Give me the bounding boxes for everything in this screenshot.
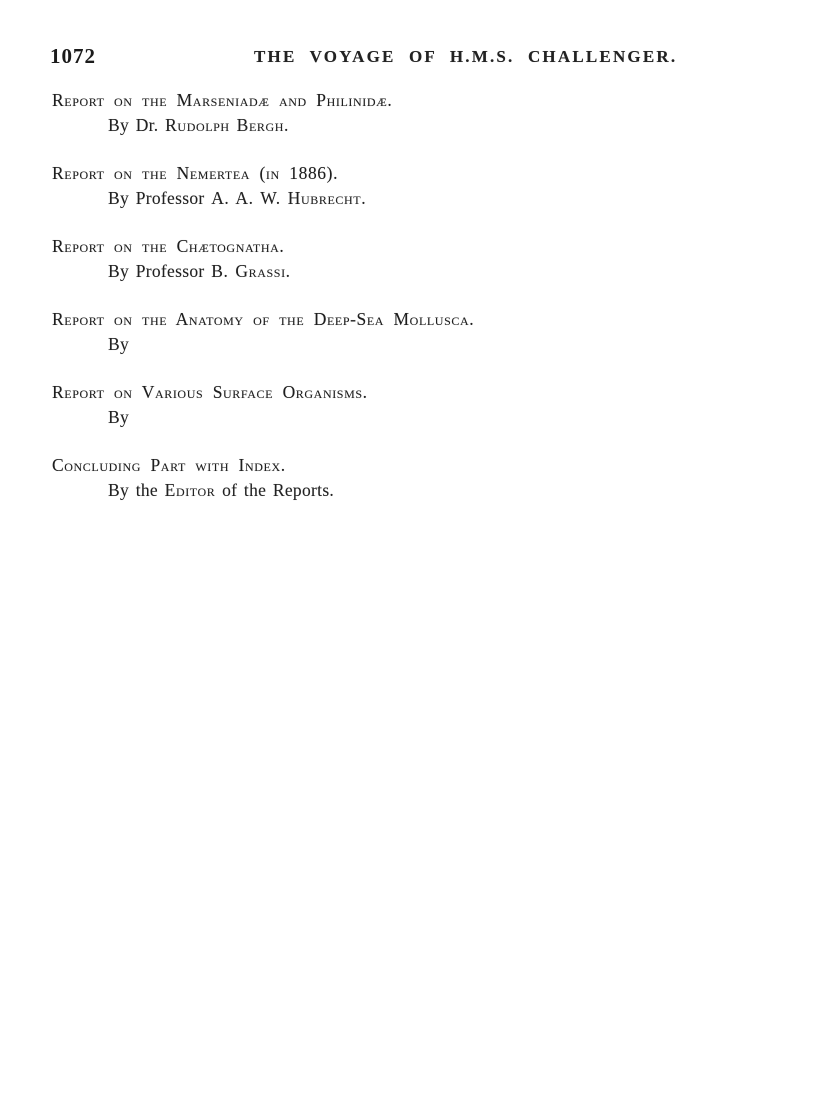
entry-title: Report on the Nemertea (in 1886). bbox=[52, 163, 339, 183]
byline-prefix: By bbox=[108, 334, 130, 354]
byline-prefix: By Professor bbox=[108, 261, 212, 281]
byline-suffix: . bbox=[284, 115, 289, 135]
entry-byline bbox=[52, 115, 795, 136]
byline-suffix: . bbox=[285, 261, 291, 281]
report-list bbox=[52, 90, 795, 528]
byline-prefix: By Professor bbox=[108, 188, 212, 208]
byline-prefix: By Dr. bbox=[108, 115, 166, 135]
entry-byline bbox=[52, 334, 795, 355]
byline-suffix: of the Reports. bbox=[215, 480, 335, 500]
byline-name: Rudolph Bergh bbox=[165, 115, 285, 135]
byline-prefix: By the bbox=[108, 480, 165, 500]
byline-suffix: . bbox=[361, 188, 366, 208]
entry-title: Report on the Anatomy of the Deep-Sea Mollusca. bbox=[52, 309, 475, 329]
report-entry bbox=[52, 309, 795, 355]
report-entry bbox=[52, 90, 795, 136]
entry-title: Report on the Chætognatha. bbox=[52, 236, 285, 256]
report-entry bbox=[52, 455, 795, 501]
entry-byline bbox=[52, 407, 795, 428]
entry-byline bbox=[52, 480, 795, 501]
byline-name: Editor bbox=[164, 480, 216, 500]
byline-name: B. Grassi bbox=[211, 261, 286, 281]
page-number: 1072 bbox=[50, 44, 96, 68]
entry-title: Report on Various Surface Organisms. bbox=[52, 382, 368, 402]
running-title: THE VOYAGE OF H.M.S. CHALLENGER. bbox=[254, 47, 678, 66]
byline-name: A. A. W. Hubrecht bbox=[211, 188, 362, 208]
entry-title: Concluding Part with Index. bbox=[52, 455, 286, 475]
entry-byline bbox=[52, 188, 795, 209]
byline-prefix: By bbox=[108, 407, 130, 427]
report-entry bbox=[52, 382, 795, 428]
report-entry bbox=[52, 236, 795, 282]
entry-title: Report on the Marseniadæ and Philinidæ. bbox=[52, 90, 393, 110]
entry-byline bbox=[52, 261, 795, 282]
report-entry bbox=[52, 163, 795, 209]
